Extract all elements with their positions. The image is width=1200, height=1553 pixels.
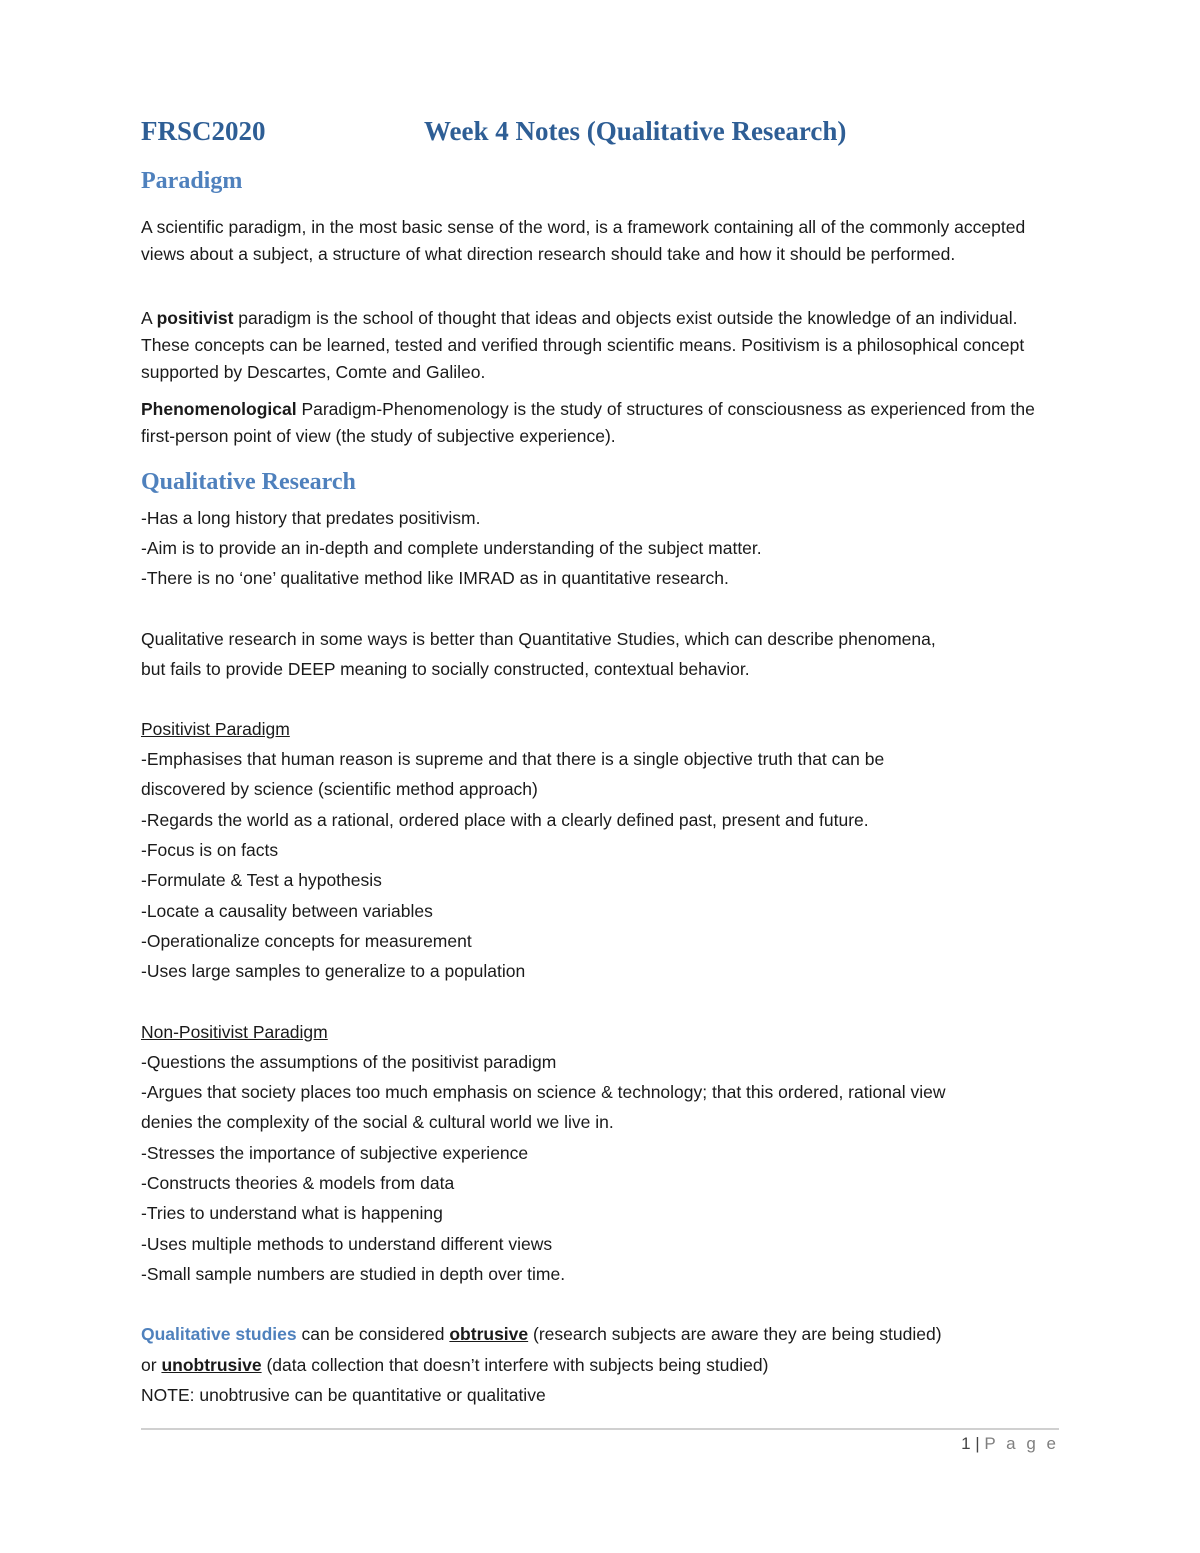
studies-line xyxy=(141,1353,768,1377)
comparison-line: Qualitative research in some ways is better than Quantitative Studies, which can describe phenomena, xyxy=(141,629,936,649)
non-positivist-paradigm-heading: Non-Positivist Paradigm xyxy=(141,1022,328,1042)
positivist-line: -Emphasises that human reason is supreme and that there is a single objective truth that can be xyxy=(141,749,885,769)
phenomenological-definition xyxy=(141,396,1066,450)
positivist-line: -Formulate & Test a hypothesis xyxy=(141,870,382,890)
studies-text: (research subjects are aware they are being studied) xyxy=(528,1324,942,1344)
qualitative-point: -There is no ‘one’ qualitative method like IMRAD as in quantitative research. xyxy=(141,568,729,588)
course-code: FRSC2020 xyxy=(141,116,266,146)
non-positivist-line: -Questions the assumptions of the positivist paradigm xyxy=(141,1052,557,1072)
non-positivist-line: -Argues that society places too much emphasis on science & technology; that this ordered, rational view xyxy=(141,1082,946,1102)
studies-text: (data collection that doesn’t interfere with subjects being studied) xyxy=(261,1355,769,1375)
page-footer xyxy=(961,1434,1059,1454)
week-title: Week 4 Notes (Qualitative Research) xyxy=(424,116,847,146)
paradigm-definition: A scientific paradigm, in the most basic sense of the word, is a framework containing all of the commonly accepted views about a subject, a structure of what direction research should take and how it should be performed. xyxy=(141,217,1026,264)
positivist-definition xyxy=(141,305,1066,386)
non-positivist-line: -Constructs theories & models from data xyxy=(141,1173,455,1193)
non-positivist-line: -Uses multiple methods to understand different views xyxy=(141,1234,553,1254)
positivist-line: -Regards the world as a rational, ordered place with a clearly defined past, present and future. xyxy=(141,810,869,830)
studies-note: NOTE: unobtrusive can be quantitative or qualitative xyxy=(141,1385,546,1405)
obtrusive-term: obtrusive xyxy=(449,1324,529,1344)
positivist-prefix: A xyxy=(141,308,157,328)
positivist-line: discovered by science (scientific method approach) xyxy=(141,779,538,799)
qualitative-studies-term: Qualitative studies xyxy=(141,1324,297,1344)
non-positivist-line: -Tries to understand what is happening xyxy=(141,1203,443,1223)
qualitative-point: -Aim is to provide an in-depth and complete understanding of the subject matter. xyxy=(141,538,762,558)
positivist-term: positivist xyxy=(156,308,234,328)
studies-text: can be considered xyxy=(296,1324,450,1344)
non-positivist-line: -Small sample numbers are studied in depth over time. xyxy=(141,1264,566,1284)
non-positivist-line: denies the complexity of the social & cultural world we live in. xyxy=(141,1112,614,1132)
positivist-line: -Operationalize concepts for measurement xyxy=(141,931,472,951)
positivist-line: -Uses large samples to generalize to a population xyxy=(141,961,526,981)
phenomenological-term: Phenomenological xyxy=(141,399,297,419)
studies-or: or xyxy=(141,1355,162,1375)
document-title xyxy=(141,116,847,147)
studies-line xyxy=(141,1322,942,1346)
unobtrusive-term: unobtrusive xyxy=(161,1355,262,1375)
positivist-line: -Focus is on facts xyxy=(141,840,279,860)
page-number: 1 xyxy=(961,1434,971,1453)
positivist-rest: paradigm is the school of thought that ideas and objects exist outside the knowledge of an individual. These concepts can be learned, tested and verified through scientific means. Positivism is a philosophical concept supported by Descartes, Comte and Galileo. xyxy=(141,308,1025,382)
paradigm-heading: Paradigm xyxy=(141,168,243,194)
qualitative-point: -Has a long history that predates positivism. xyxy=(141,508,481,528)
footer-divider xyxy=(141,1428,1059,1430)
qualitative-research-heading: Qualitative Research xyxy=(141,469,356,495)
positivist-paradigm-heading: Positivist Paradigm xyxy=(141,719,290,739)
comparison-line: but fails to provide DEEP meaning to socially constructed, contextual behavior. xyxy=(141,659,750,679)
page-word: P a g e xyxy=(984,1434,1059,1453)
phenomenological-rest: Paradigm-Phenomenology is the study of structures of consciousness as experienced from the first-person point of view (the study of subjective experience). xyxy=(141,399,1035,446)
positivist-line: -Locate a causality between variables xyxy=(141,901,433,921)
non-positivist-line: -Stresses the importance of subjective experience xyxy=(141,1143,529,1163)
footer-separator: | xyxy=(975,1434,980,1453)
